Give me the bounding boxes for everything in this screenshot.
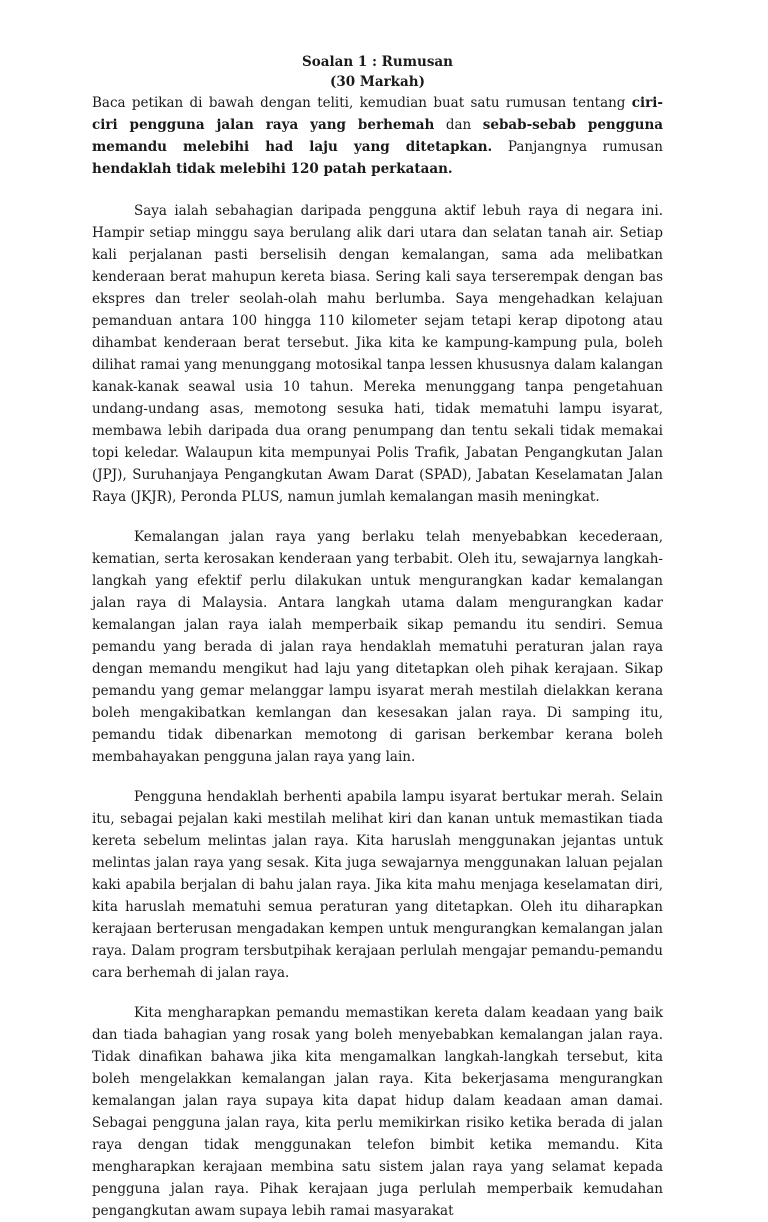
question-title: Soalan 1 : Rumusan [302,54,453,70]
instruction-emphasis-2: sebab-sebab pengguna memandu melebihi had laju yang ditetapkan. [92,117,664,155]
instruction-part-1: Baca petikan di bawah dengan teliti, kemudian buat satu rumusan tentang [92,95,632,111]
instruction-text [92,92,663,180]
passage-paragraph-1: Saya ialah sebahagian daripada pengguna aktif lebuh raya di negara ini. Hampir setiap minggu saya berulang alik dari utara dan selatan tanah air. Setiap kali perjalanan pasti berselisih dengan kemalangan, sama ada melibatkan kenderaan berat mahupun kereta biasa. Sering kali saya terserempak dengan bas ekspres dan treler seolah-olah mahu berlumba. Saya mengehadkan kelajuan pemanduan antara 100 hingga 110 kilometer sejam tetapi kerap dipotong atau dihambat kenderaan berat tersebut. Jika kita ke kampung-kampung pula, boleh dilihat ramai yang menunggang motosikal tanpa lessen khususnya dalam kalangan kanak-kanak seawal usia 10 tahun. Mereka menunggang tanpa pengetahuan undang-undang asas, memotong sesuka hati, tidak mematuhi lampu isyarat, membawa lebih daripada dua orang penumpang dan tentu sekali tidak memakai topi keledar. Walaupun kita mempunyai Polis Trafik, Jabatan Pengangkutan Jalan (JPJ), Suruhanjaya Pengangkutan Awam Darat (SPAD), Jabatan Keselamatan Jalan Raya (JKJR), Peronda PLUS, namun jumlah kemalangan masih meningkat. [92,203,663,505]
passage-paragraph-2: Kemalangan jalan raya yang berlaku telah menyebabkan kecederaan, kematian, serta kerosakan kenderaan yang terbabit. Oleh itu, sewajarnya langkah-langkah yang efektif perlu dilakukan untuk mengurangkan kadar kemalangan jalan raya di Malaysia. Antara langkah utama dalam mengurangkan kadar kemalangan jalan raya ialah memperbaik sikap pemandu itu sendiri. Semua pemandu yang berada di jalan raya hendaklah mematuhi peraturan jalan raya dengan memandu mengikut had laju yang ditetapkan oleh pihak kerajaan. Sikap pemandu yang gemar melanggar lampu isyarat merah mestilah dielakkan kerana boleh mengakibatkan kemlangan dan kesesakan jalan raya. Di samping itu, pemandu tidak dibenarkan memotong di garisan berkembar kerana boleh membahayakan pengguna jalan raya yang lain. [92,529,663,765]
question-marks: (30 Markah) [330,74,425,90]
passage-paragraph-4: Kita mengharapkan pemandu memastikan kereta dalam keadaan yang baik dan tiada bahagian yang rosak yang boleh menyebabkan kemalangan jalan raya. Tidak dinafikan bahawa jika kita mengamalkan langkah-langkah tersebut, kita boleh mengelakkan kemalangan jalan raya. Kita bekerjasama mengurangkan kemalangan jalan raya supaya kita dapat hidup dalam keadaan aman damai. Sebagai pengguna jalan raya, kita perlu memikirkan risiko ketika berada di jalan raya dengan tidak menggunakan telefon bimbit ketika memandu. Kita mengharapkan kerajaan membina satu sistem jalan raya yang selamat kepada pengguna jalan raya. Pihak kerajaan juga perlulah memperbaik kemudahan pengangkutan awam supaya lebih ramai masyarakat [92,1005,663,1219]
passage-paragraph-3: Pengguna hendaklah berhenti apabila lampu isyarat bertukar merah. Selain itu, sebagai pejalan kaki mestilah melihat kiri dan kanan untuk memastikan tiada kereta sebelum melintas jalan raya. Kita haruslah menggunakan jejantas untuk melintas jalan raya yang sesak. Kita juga sewajarnya menggunakan laluan pejalan kaki apabila berjalan di bahu jalan raya. Jika kita mahu menjaga keselamatan diri, kita haruslah mematuhi semua peraturan yang ditetapkan. Oleh itu diharapkan kerajaan berterusan mengadakan kempen untuk mengurangkan kemalangan jalan raya. Dalam program tersbutpihak kerajaan perlulah mengajar pemandu-pemandu cara berhemah di jalan raya. [92,789,663,981]
instruction-emphasis-3: hendaklah tidak melebihi 120 patah perkataan. [92,161,453,177]
instruction-part-3: Panjangnya rumusan [492,139,663,155]
instruction-part-2: dan [434,117,483,133]
instruction-emphasis-1: ciri-ciri pengguna jalan raya yang berhemah [92,95,663,133]
